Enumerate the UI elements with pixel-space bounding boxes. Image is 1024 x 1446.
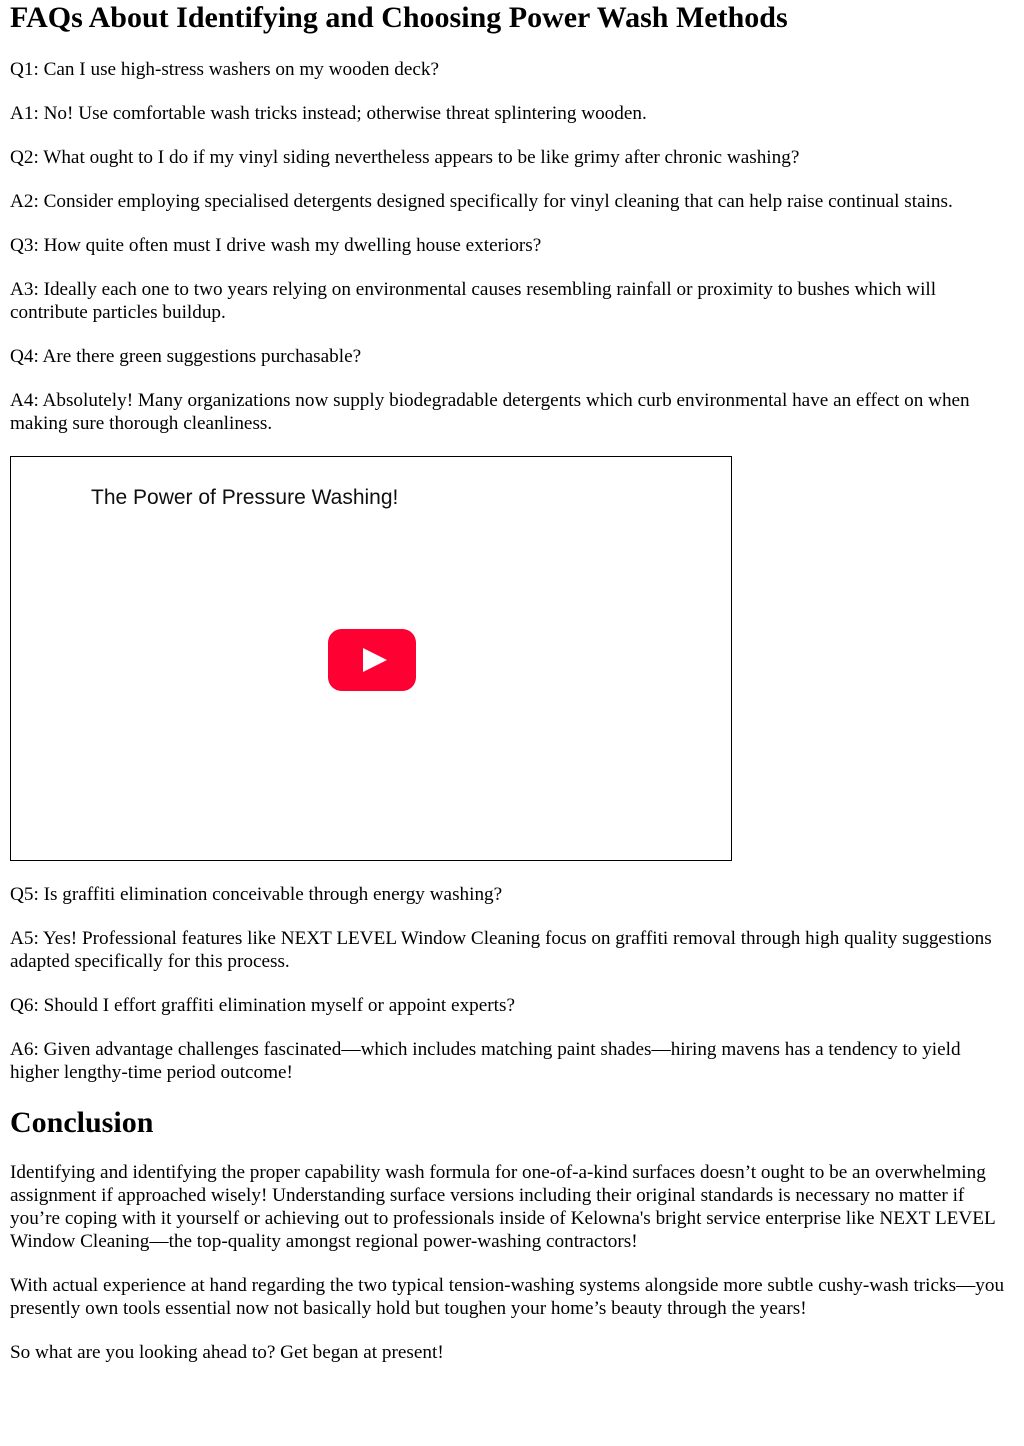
page-title: FAQs About Identifying and Choosing Power Wash Methods [10,1,788,34]
conclusion-paragraph: So what are you looking ahead to? Get began at present! [10,1342,444,1363]
play-button[interactable] [328,629,416,691]
faq-answer: A2: Consider employing specialised detergents designed specifically for vinyl cleaning that can help raise continual stains. [10,191,953,212]
faq-question: Q1: Can I use high-stress washers on my wooden deck? [10,59,439,80]
faq-question: Q5: Is graffiti elimination conceivable through energy washing? [10,884,503,905]
video-title[interactable]: The Power of Pressure Washing! [91,486,399,509]
conclusion-paragraph: Identifying and identifying the proper capability wash formula for one-of-a-kind surfaces doesn’t ought to be an overwhelming assignment if approached wisely! Understanding surface versions including their original standards is necessary no matter if you’re coping with it yourself or achieving out to professionals inside of Kelowna's bright service enterprise like NEXT LEVEL Window Cleaning—the top-quality amongst regional power-washing contractors! [10,1162,995,1252]
conclusion-paragraph: With actual experience at hand regarding the two typical tension-washing systems alongside more subtle cushy-wash tricks—you presently own tools essential now not basically hold but toughen your home’s beauty through the years! [10,1275,1005,1319]
faq-answer: A4: Absolutely! Many organizations now supply biodegradable detergents which curb environmental have an effect on when making sure thorough cleanliness. [10,390,970,434]
faq-answer: A3: Ideally each one to two years relying on environmental causes resembling rainfall or proximity to bushes which will contribute particles buildup. [10,279,937,323]
faq-answer: A6: Given advantage challenges fascinated—which includes matching paint shades—hiring mavens has a tendency to yield higher lengthy-time period outcome! [10,1039,961,1083]
faq-question: Q4: Are there green suggestions purchasable? [10,346,362,367]
faq-answer: A5: Yes! Professional features like NEXT LEVEL Window Cleaning focus on graffiti removal through high quality suggestions adapted specifically for this process. [10,928,992,972]
youtube-play-icon [328,629,416,691]
faq-question: Q3: How quite often must I drive wash my dwelling house exteriors? [10,235,542,256]
conclusion-heading: Conclusion [10,1106,154,1139]
faq-question: Q2: What ought to I do if my vinyl siding nevertheless appears to be like grimy after chronic washing? [10,147,800,168]
faq-question: Q6: Should I effort graffiti elimination myself or appoint experts? [10,995,515,1016]
video-embed[interactable] [10,456,732,861]
faq-answer: A1: No! Use comfortable wash tricks instead; otherwise threat splintering wooden. [10,103,647,124]
